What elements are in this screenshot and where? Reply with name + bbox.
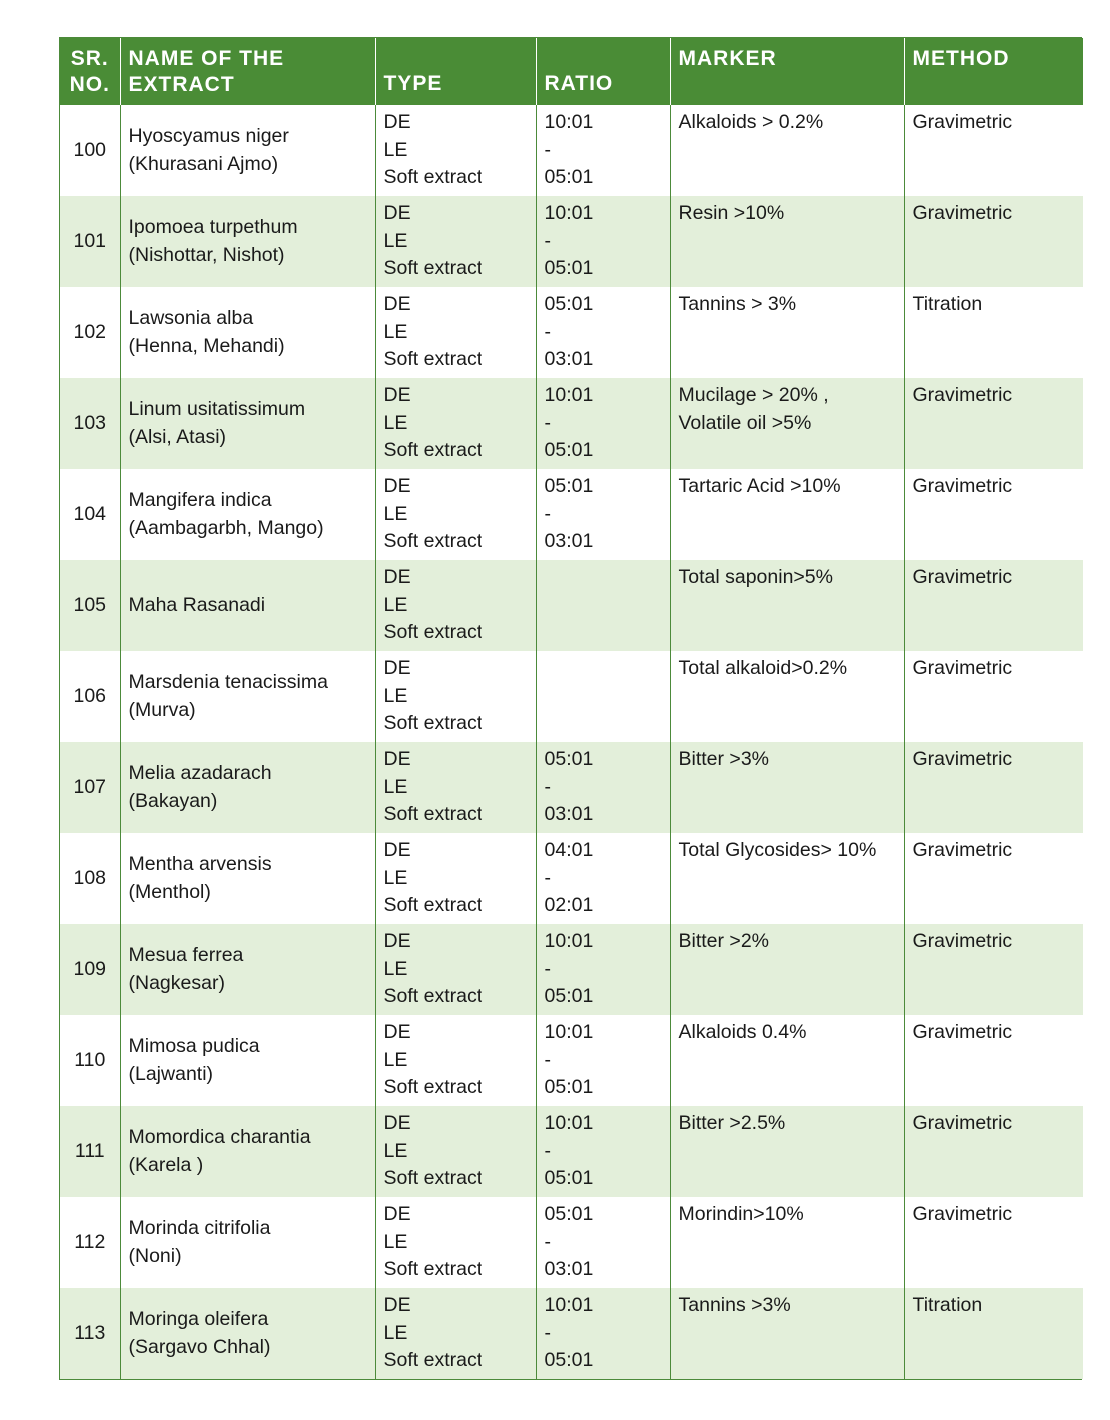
cell-method: Gravimetric <box>904 742 1083 833</box>
cell-extract-name <box>120 560 375 651</box>
ratio-line: 03:01 <box>544 1258 594 1280</box>
extract-name-line: Hyoscyamus niger <box>128 125 289 147</box>
type-line: LE <box>383 593 408 616</box>
extract-name-line: Moringa oleifera <box>128 1308 269 1330</box>
cell-marker <box>670 1288 904 1379</box>
type-line: Soft extract <box>383 348 483 370</box>
table-row <box>60 469 1083 560</box>
cell-extract-name <box>120 287 375 378</box>
ratio-line: 10:01 <box>544 202 594 224</box>
marker-line: Resin >10% <box>678 202 785 224</box>
cell-ratio <box>536 469 670 560</box>
type-line: DE <box>383 839 411 861</box>
cell-ratio <box>536 1288 670 1379</box>
type-line: Soft extract <box>383 1167 483 1189</box>
extract-name-line: Melia azadarach <box>128 762 272 784</box>
extract-name-line: (Murva) <box>128 698 196 721</box>
header-sr-line: SR. <box>70 46 109 70</box>
type-line: Soft extract <box>383 530 483 552</box>
table-body <box>60 105 1083 1379</box>
cell-sr-no: 113 <box>60 1288 120 1379</box>
header-sr-line: NO. <box>69 72 110 96</box>
extract-name-line: (Sargavo Chhal) <box>128 1335 271 1358</box>
cell-ratio <box>536 742 670 833</box>
ratio-line: 05:01 <box>544 439 594 461</box>
ratio-line: 05:01 <box>544 748 594 770</box>
extract-name-line: (Henna, Mehandi) <box>128 334 285 357</box>
ratio-line: 05:01 <box>544 1203 594 1225</box>
ratio-line: 05:01 <box>544 293 594 315</box>
extract-name-line: (Bakayan) <box>128 789 218 812</box>
marker-line: Bitter >2% <box>678 930 770 952</box>
ratio-line: - <box>544 502 551 525</box>
type-line: DE <box>383 1021 411 1043</box>
type-line: Soft extract <box>383 712 483 734</box>
extract-name-line: Mentha arvensis <box>128 853 272 875</box>
cell-type <box>375 742 536 833</box>
cell-marker <box>670 196 904 287</box>
table-row <box>60 105 1083 196</box>
cell-type <box>375 469 536 560</box>
marker-line: Tannins > 3% <box>678 293 797 315</box>
cell-extract-name <box>120 1197 375 1288</box>
cell-sr-no: 108 <box>60 833 120 924</box>
type-line: Soft extract <box>383 621 483 643</box>
extract-name-line: Mimosa pudica <box>128 1035 260 1057</box>
type-line: Soft extract <box>383 1349 483 1371</box>
cell-sr-no: 111 <box>60 1106 120 1197</box>
type-line: LE <box>383 138 408 161</box>
extract-name-line: Marsdenia tenacissima <box>128 671 328 693</box>
cell-method: Gravimetric <box>904 196 1083 287</box>
ratio-line: - <box>544 229 551 252</box>
ratio-line: 03:01 <box>544 348 594 370</box>
type-line: DE <box>383 384 411 406</box>
type-line: Soft extract <box>383 1076 483 1098</box>
type-line: DE <box>383 930 411 952</box>
cell-type <box>375 1288 536 1379</box>
cell-extract-name <box>120 1015 375 1106</box>
extract-name-line: (Menthol) <box>128 880 211 903</box>
type-line: LE <box>383 229 408 252</box>
type-line: DE <box>383 1294 411 1316</box>
cell-marker <box>670 287 904 378</box>
ratio-line: 03:01 <box>544 530 594 552</box>
type-line: DE <box>383 475 411 497</box>
cell-ratio <box>536 287 670 378</box>
header-row <box>60 38 1083 105</box>
table-row <box>60 833 1083 924</box>
cell-sr-no: 112 <box>60 1197 120 1288</box>
ratio-line: - <box>544 411 551 434</box>
cell-marker <box>670 1015 904 1106</box>
cell-method: Titration <box>904 1288 1083 1379</box>
cell-ratio <box>536 196 670 287</box>
cell-method: Gravimetric <box>904 1106 1083 1197</box>
cell-ratio <box>536 1106 670 1197</box>
cell-type <box>375 924 536 1015</box>
ratio-line: 10:01 <box>544 1294 594 1316</box>
extract-name-line: Momordica charantia <box>128 1126 311 1148</box>
cell-type <box>375 1106 536 1197</box>
ratio-line: 10:01 <box>544 1112 594 1134</box>
ratio-line: 10:01 <box>544 930 594 952</box>
type-line: LE <box>383 320 408 343</box>
cell-method: Gravimetric <box>904 378 1083 469</box>
cell-ratio <box>536 833 670 924</box>
extract-name-line: (Noni) <box>128 1244 182 1267</box>
marker-line: Alkaloids > 0.2% <box>678 111 824 133</box>
cell-ratio <box>536 378 670 469</box>
cell-extract-name <box>120 833 375 924</box>
cell-marker <box>670 378 904 469</box>
extract-name-line: Morinda citrifolia <box>128 1217 271 1239</box>
cell-marker <box>670 833 904 924</box>
marker-line: Bitter >3% <box>678 748 770 770</box>
type-line: DE <box>383 566 411 588</box>
marker-line: Mucilage > 20% , <box>678 384 829 406</box>
marker-line: Volatile oil >5% <box>678 411 812 434</box>
type-line: DE <box>383 1112 411 1134</box>
ratio-line: 05:01 <box>544 985 594 1007</box>
type-line: LE <box>383 1139 408 1162</box>
cell-extract-name <box>120 924 375 1015</box>
cell-extract-name <box>120 105 375 196</box>
type-line: Soft extract <box>383 803 483 825</box>
ratio-line: 05:01 <box>544 1349 594 1371</box>
ratio-line: 10:01 <box>544 1021 594 1043</box>
cell-marker <box>670 1106 904 1197</box>
marker-line: Total alkaloid>0.2% <box>678 657 848 679</box>
ratio-line: 02:01 <box>544 894 594 916</box>
cell-ratio <box>536 560 670 651</box>
type-line: LE <box>383 775 408 798</box>
cell-extract-name <box>120 651 375 742</box>
extract-name-line: (Aambagarbh, Mango) <box>128 516 324 539</box>
table-row <box>60 1197 1083 1288</box>
cell-extract-name <box>120 742 375 833</box>
cell-method: Gravimetric <box>904 833 1083 924</box>
extract-name-line: (Nishottar, Nishot) <box>128 243 285 266</box>
cell-extract-name <box>120 1106 375 1197</box>
header-name-line: EXTRACT <box>128 72 235 96</box>
type-line: DE <box>383 293 411 315</box>
cell-marker <box>670 469 904 560</box>
cell-sr-no: 110 <box>60 1015 120 1106</box>
cell-marker <box>670 742 904 833</box>
ratio-line: 04:01 <box>544 839 594 861</box>
ratio-line: 03:01 <box>544 803 594 825</box>
cell-ratio <box>536 1197 670 1288</box>
cell-method: Gravimetric <box>904 924 1083 1015</box>
cell-type <box>375 287 536 378</box>
cell-method: Titration <box>904 287 1083 378</box>
type-line: LE <box>383 1321 408 1344</box>
marker-line: Total saponin>5% <box>678 566 833 588</box>
table-row <box>60 651 1083 742</box>
table-row <box>60 742 1083 833</box>
cell-sr-no: 107 <box>60 742 120 833</box>
cell-extract-name <box>120 1288 375 1379</box>
header-ratio: RATIO <box>536 38 670 105</box>
cell-sr-no: 109 <box>60 924 120 1015</box>
type-line: DE <box>383 1203 411 1225</box>
cell-marker <box>670 1197 904 1288</box>
marker-line: Tannins >3% <box>678 1294 791 1316</box>
extract-table <box>60 38 1083 1379</box>
table-row <box>60 560 1083 651</box>
extract-name-line: Maha Rasanadi <box>128 593 266 616</box>
ratio-line: 05:01 <box>544 475 594 497</box>
cell-extract-name <box>120 469 375 560</box>
cell-method: Gravimetric <box>904 1197 1083 1288</box>
header-sr-no <box>60 38 120 105</box>
extract-name-line: (Karela ) <box>128 1153 204 1176</box>
table-row <box>60 1015 1083 1106</box>
extract-name-line: Linum usitatissimum <box>128 398 306 420</box>
extract-name-line: (Nagkesar) <box>128 971 225 994</box>
ratio-line: - <box>544 1230 551 1253</box>
type-line: DE <box>383 657 411 679</box>
marker-line: Total Glycosides> 10% <box>678 839 877 861</box>
cell-sr-no: 102 <box>60 287 120 378</box>
table-row <box>60 287 1083 378</box>
cell-sr-no: 104 <box>60 469 120 560</box>
header-name-line: NAME OF THE <box>128 46 285 70</box>
cell-extract-name <box>120 378 375 469</box>
cell-sr-no: 106 <box>60 651 120 742</box>
type-line: DE <box>383 202 411 224</box>
extract-name-line: Mangifera indica <box>128 489 272 511</box>
type-line: Soft extract <box>383 1258 483 1280</box>
cell-sr-no: 101 <box>60 196 120 287</box>
header-marker: MARKER <box>670 38 904 105</box>
cell-ratio <box>536 1015 670 1106</box>
type-line: LE <box>383 866 408 889</box>
extract-name-line: (Lajwanti) <box>128 1062 214 1085</box>
table-header <box>60 38 1083 105</box>
ratio-line: 10:01 <box>544 384 594 406</box>
ratio-line: - <box>544 138 551 161</box>
extract-name-line: (Alsi, Atasi) <box>128 425 227 448</box>
marker-line: Tartaric Acid >10% <box>678 475 841 497</box>
cell-ratio <box>536 651 670 742</box>
type-line: LE <box>383 957 408 980</box>
type-line: Soft extract <box>383 439 483 461</box>
table-row <box>60 1106 1083 1197</box>
header-method: METHOD <box>904 38 1083 105</box>
ratio-line: - <box>544 320 551 343</box>
extract-name-line: (Khurasani Ajmo) <box>128 152 279 175</box>
cell-marker <box>670 651 904 742</box>
table-row <box>60 1288 1083 1379</box>
cell-type <box>375 1015 536 1106</box>
ratio-line: 10:01 <box>544 111 594 133</box>
marker-line: Alkaloids 0.4% <box>678 1021 807 1043</box>
cell-method: Gravimetric <box>904 560 1083 651</box>
type-line: LE <box>383 411 408 434</box>
extract-name-line: Mesua ferrea <box>128 944 244 966</box>
cell-sr-no: 100 <box>60 105 120 196</box>
type-line: DE <box>383 111 411 133</box>
ratio-line: - <box>544 1139 551 1162</box>
type-line: Soft extract <box>383 985 483 1007</box>
cell-method: Gravimetric <box>904 1015 1083 1106</box>
cell-type <box>375 560 536 651</box>
cell-sr-no: 105 <box>60 560 120 651</box>
type-line: DE <box>383 748 411 770</box>
table-row <box>60 924 1083 1015</box>
table-row <box>60 378 1083 469</box>
cell-marker <box>670 105 904 196</box>
table-row <box>60 196 1083 287</box>
ratio-line: 05:01 <box>544 1076 594 1098</box>
type-line: LE <box>383 684 408 707</box>
type-line: Soft extract <box>383 257 483 279</box>
ratio-line: - <box>544 1321 551 1344</box>
marker-line: Morindin>10% <box>678 1203 804 1225</box>
ratio-line: - <box>544 957 551 980</box>
cell-marker <box>670 560 904 651</box>
cell-type <box>375 196 536 287</box>
type-line: LE <box>383 1048 408 1071</box>
cell-method: Gravimetric <box>904 651 1083 742</box>
cell-method: Gravimetric <box>904 105 1083 196</box>
marker-line: Bitter >2.5% <box>678 1112 786 1134</box>
ratio-line: 05:01 <box>544 1167 594 1189</box>
cell-type <box>375 833 536 924</box>
cell-type <box>375 105 536 196</box>
type-line: Soft extract <box>383 894 483 916</box>
cell-marker <box>670 924 904 1015</box>
extract-table-container <box>59 37 1082 1380</box>
ratio-line: - <box>544 775 551 798</box>
type-line: Soft extract <box>383 166 483 188</box>
cell-type <box>375 651 536 742</box>
ratio-line: - <box>544 866 551 889</box>
cell-extract-name <box>120 196 375 287</box>
type-line: LE <box>383 502 408 525</box>
cell-method: Gravimetric <box>904 469 1083 560</box>
extract-name-line: Ipomoea turpethum <box>128 216 298 238</box>
cell-type <box>375 378 536 469</box>
type-line: LE <box>383 1230 408 1253</box>
cell-sr-no: 103 <box>60 378 120 469</box>
cell-ratio <box>536 105 670 196</box>
ratio-line: 05:01 <box>544 257 594 279</box>
header-name-of-extract <box>120 38 375 105</box>
cell-type <box>375 1197 536 1288</box>
ratio-line: 05:01 <box>544 166 594 188</box>
ratio-line: - <box>544 1048 551 1071</box>
extract-name-line: Lawsonia alba <box>128 307 254 329</box>
cell-ratio <box>536 924 670 1015</box>
header-type: TYPE <box>375 38 536 105</box>
